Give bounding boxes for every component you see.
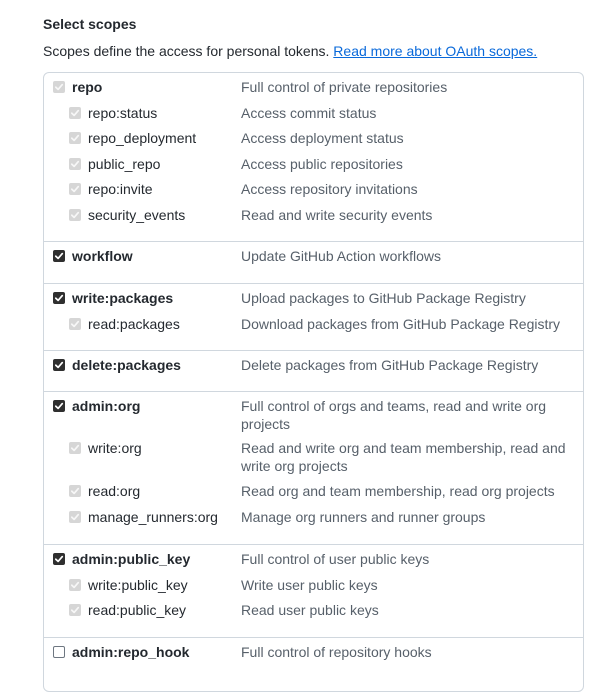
scope-row <box>44 397 583 433</box>
sub-scope-row <box>44 129 583 147</box>
section-heading: Select scopes <box>43 16 137 32</box>
scope-description: Delete packages from GitHub Package Registry <box>241 357 539 373</box>
scope-checkbox[interactable] <box>53 553 65 565</box>
scope-name: repo:status <box>88 105 158 121</box>
sub-scope-row <box>44 315 583 333</box>
check-icon <box>70 184 80 194</box>
scope-row <box>44 247 583 265</box>
scope-group-workflow <box>44 242 583 284</box>
check-icon <box>54 82 64 92</box>
sub-scope-row <box>44 180 583 198</box>
scope-checkbox <box>69 485 81 497</box>
read-more-link[interactable]: Read more about OAuth scopes. <box>333 43 538 59</box>
scope-name: repo:invite <box>88 181 153 197</box>
scope-checkbox <box>69 107 81 119</box>
scope-description: Full control of orgs and teams, read and write org projects <box>241 398 547 432</box>
scope-name: repo_deployment <box>88 130 197 146</box>
scope-description: Access public repositories <box>241 156 403 172</box>
scope-name: admin:org <box>72 398 141 414</box>
scopes-description <box>43 43 537 59</box>
scope-checkbox <box>69 579 81 591</box>
scope-name: read:packages <box>88 316 180 332</box>
check-icon <box>54 554 64 564</box>
sub-scope-row <box>44 206 583 224</box>
scope-description: Full control of repository hooks <box>241 644 432 660</box>
scope-name: admin:public_key <box>72 551 191 567</box>
scope-description: Access deployment status <box>241 130 404 146</box>
scope-group-admin-org <box>44 392 583 545</box>
scope-description: Read org and team membership, read org projects <box>241 483 555 499</box>
check-icon <box>54 401 64 411</box>
check-icon <box>70 605 80 615</box>
scopes-list <box>43 72 584 692</box>
scope-checkbox[interactable] <box>53 250 65 262</box>
scope-name: repo <box>72 79 103 95</box>
scope-description: Access repository invitations <box>241 181 418 197</box>
scope-checkbox <box>69 132 81 144</box>
scope-checkbox <box>69 318 81 330</box>
check-icon <box>70 486 80 496</box>
scope-description: Full control of user public keys <box>241 551 430 567</box>
scope-description: Manage org runners and runner groups <box>241 509 486 525</box>
scope-group-admin-public-key <box>44 545 583 638</box>
sub-scope-row <box>44 576 583 594</box>
check-icon <box>54 360 64 370</box>
scope-name: write:public_key <box>88 577 188 593</box>
scope-row <box>44 643 583 661</box>
scope-checkbox <box>69 442 81 454</box>
check-icon <box>70 580 80 590</box>
scope-row <box>44 289 583 307</box>
check-icon <box>54 251 64 261</box>
scope-group-admin-repo-hook <box>44 638 583 692</box>
scope-checkbox <box>69 209 81 221</box>
scope-description: Read and write org and team membership, read and write org projects <box>241 440 566 474</box>
check-icon <box>70 319 80 329</box>
scope-group-repo <box>44 73 583 242</box>
scope-name: security_events <box>88 207 186 223</box>
check-icon <box>70 108 80 118</box>
check-icon <box>70 210 80 220</box>
scope-checkbox <box>69 158 81 170</box>
sub-scope-row <box>44 155 583 173</box>
scope-description: Download packages from GitHub Package Registry <box>241 316 561 332</box>
sub-scope-row <box>44 601 583 619</box>
scope-checkbox <box>69 183 81 195</box>
scope-name: read:public_key <box>88 602 187 618</box>
sub-scope-row <box>44 104 583 122</box>
scope-name: read:org <box>88 483 141 499</box>
scope-row <box>44 550 583 568</box>
scope-name: public_repo <box>88 156 161 172</box>
scope-name: write:org <box>88 440 142 456</box>
scope-name: write:packages <box>72 290 174 306</box>
scope-name: admin:repo_hook <box>72 644 190 660</box>
check-icon <box>70 133 80 143</box>
scope-row <box>44 78 583 96</box>
scope-description: Full control of private repositories <box>241 79 448 95</box>
scope-description: Read and write security events <box>241 207 433 223</box>
scope-name: delete:packages <box>72 357 181 373</box>
description-text: Scopes define the access for personal tokens. <box>43 43 330 59</box>
sub-scope-row <box>44 508 583 526</box>
sub-scope-row <box>44 482 583 500</box>
check-icon <box>70 512 80 522</box>
scope-checkbox[interactable] <box>53 400 65 412</box>
sub-scope-row <box>44 439 583 475</box>
scope-name: workflow <box>72 248 133 264</box>
check-icon <box>54 293 64 303</box>
scope-checkbox[interactable] <box>53 292 65 304</box>
scope-description: Write user public keys <box>241 577 378 593</box>
scope-checkbox <box>53 81 65 93</box>
scope-group-delete-packages <box>44 351 583 392</box>
scope-description: Update GitHub Action workflows <box>241 248 441 264</box>
scope-checkbox <box>69 604 81 616</box>
check-icon <box>70 159 80 169</box>
scope-name: manage_runners:org <box>88 509 218 525</box>
scope-description: Upload packages to GitHub Package Registry <box>241 290 526 306</box>
scope-description: Read user public keys <box>241 602 379 618</box>
scope-checkbox <box>69 511 81 523</box>
scope-group-write-packages <box>44 284 583 351</box>
scope-description: Access commit status <box>241 105 377 121</box>
scope-row <box>44 356 583 374</box>
scope-checkbox[interactable] <box>53 646 65 658</box>
scope-checkbox[interactable] <box>53 359 65 371</box>
check-icon <box>70 443 80 453</box>
